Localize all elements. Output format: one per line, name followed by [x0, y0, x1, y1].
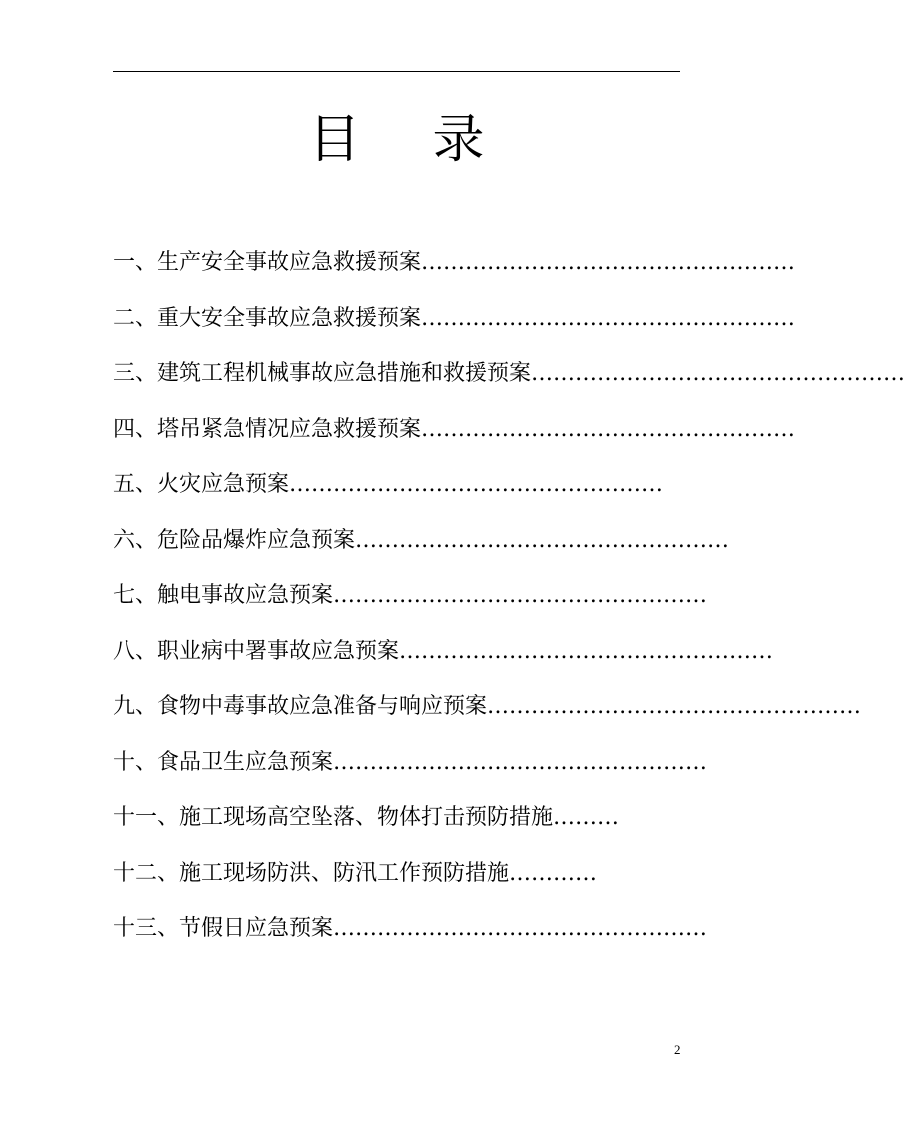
toc-leader: …………………………………………… — [399, 638, 774, 664]
toc-entry-12[interactable] — [113, 859, 680, 915]
toc-entry-8[interactable] — [113, 637, 774, 693]
toc-leader: ……… — [553, 805, 620, 830]
page-number: 2 — [674, 1042, 681, 1057]
toc-entry-title: 二、重大安全事故应急救援预案 — [113, 305, 422, 331]
toc-entry-3[interactable] — [113, 359, 905, 415]
table-of-contents — [113, 248, 905, 970]
toc-entry-title: 六、危险品爆炸应急预案 — [113, 527, 356, 553]
toc-entry-title: 八、职业病中署事故应急预案 — [113, 638, 400, 664]
toc-entry-title: 十、食品卫生应急预案 — [113, 749, 334, 775]
toc-entry-13[interactable] — [113, 914, 708, 970]
toc-leader: …………………………………………… — [531, 361, 905, 386]
toc-entry-title: 七、触电事故应急预案 — [113, 583, 334, 608]
toc-entry-10[interactable] — [113, 748, 708, 804]
header-rule — [113, 71, 680, 72]
toc-leader: …………………………………………… — [421, 250, 796, 275]
title-char-2: 录 — [432, 110, 485, 170]
toc-entry-7[interactable] — [113, 581, 708, 637]
toc-entry-9[interactable] — [113, 692, 862, 748]
toc-entry-1[interactable] — [113, 248, 796, 304]
toc-entry-title: 五、火灾应急预案 — [113, 472, 290, 497]
toc-entry-2[interactable] — [113, 304, 796, 360]
toc-entry-title: 一、生产安全事故应急救援预案 — [113, 250, 422, 275]
toc-entry-6[interactable] — [113, 526, 730, 582]
toc-entry-title: 十二、施工现场防洪、防汛工作预防措施 — [113, 860, 510, 886]
title-char-1: 目 — [308, 110, 361, 170]
toc-leader: …………………………………………… — [333, 749, 708, 775]
toc-leader: …………………………………………… — [289, 472, 664, 497]
toc-entry-5[interactable] — [113, 470, 680, 526]
toc-entry-title: 四、塔吊紧急情况应急救援预案 — [113, 416, 422, 442]
toc-entry-title: 十一、施工现场高空坠落、物体打击预防措施 — [113, 805, 554, 830]
toc-leader: ………… — [509, 860, 598, 886]
toc-entry-title: 十三、节假日应急预案 — [113, 916, 334, 941]
toc-leader: …………………………………………… — [333, 916, 708, 941]
toc-leader: …………………………………………… — [421, 305, 796, 331]
toc-leader: …………………………………………… — [487, 694, 862, 719]
toc-leader: …………………………………………… — [355, 527, 730, 553]
page-title — [0, 108, 793, 172]
toc-leader: …………………………………………… — [421, 416, 796, 442]
toc-entry-4[interactable] — [113, 415, 796, 471]
toc-entry-title: 九、食物中毒事故应急准备与响应预案 — [113, 694, 488, 719]
toc-entry-title: 三、建筑工程机械事故应急措施和救援预案 — [113, 361, 532, 386]
toc-leader: …………………………………………… — [333, 583, 708, 608]
toc-entry-11[interactable] — [113, 803, 680, 859]
